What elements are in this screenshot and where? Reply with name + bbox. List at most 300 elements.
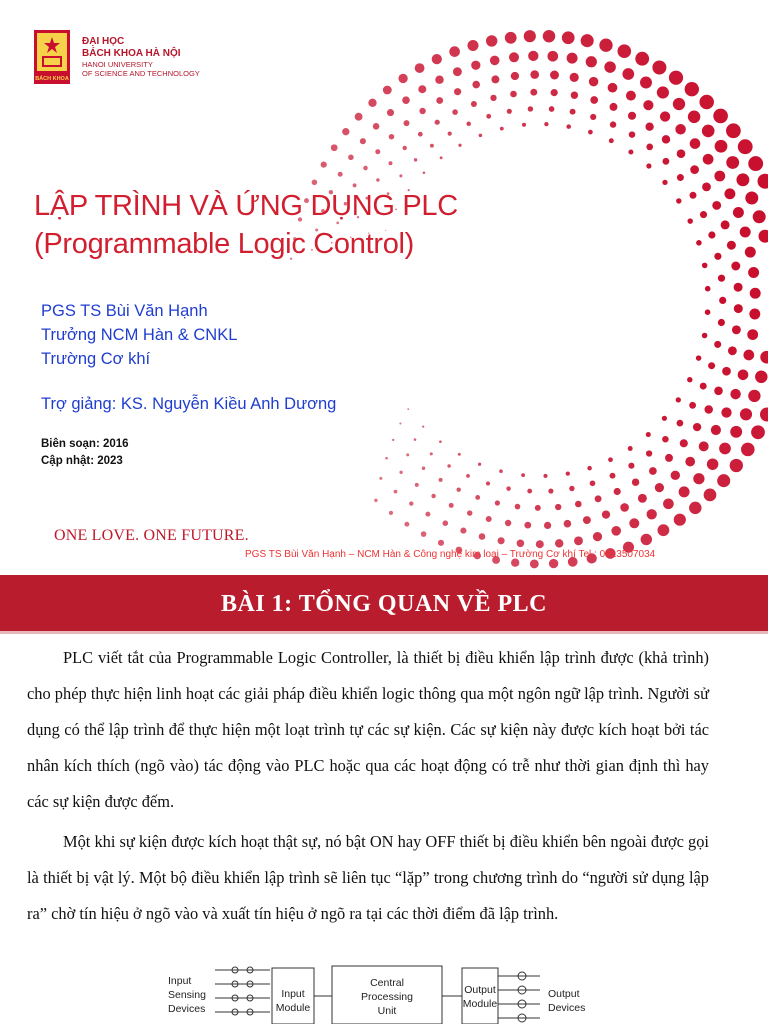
decorative-dot (342, 128, 349, 135)
decorative-dot (458, 453, 461, 456)
decorative-dot (655, 483, 664, 492)
decorative-dot (478, 463, 481, 466)
input-devices-label-2: Sensing (168, 989, 206, 1001)
decorative-dot (590, 96, 598, 104)
decorative-dot (736, 173, 749, 186)
decorative-dot (453, 67, 462, 76)
decorative-dot (689, 402, 696, 409)
decorative-dot (717, 474, 730, 487)
compiled-year: Biên soạn: 2016 (41, 438, 129, 450)
decorative-dot (635, 52, 649, 66)
decorative-dot (748, 390, 760, 402)
decorative-dot (685, 82, 699, 96)
university-logo-icon (34, 30, 70, 84)
decorative-dot (509, 52, 519, 62)
decorative-dot (626, 91, 636, 101)
decorative-dot (628, 446, 633, 451)
decorative-dot (407, 408, 409, 410)
decorative-dot (511, 72, 519, 80)
course-subtitle: (Programmable Logic Control) (34, 228, 415, 260)
decorative-dot (748, 156, 763, 171)
decorative-dot (608, 83, 618, 93)
decorative-dot (689, 502, 701, 514)
decorative-dot (629, 518, 639, 528)
decorative-dot (719, 297, 726, 304)
decorative-dot (646, 163, 651, 168)
decorative-dot (652, 61, 666, 75)
decorative-dot (748, 267, 759, 278)
decorative-dot (472, 81, 480, 89)
decorative-dot (676, 198, 681, 203)
decorative-dot (443, 520, 449, 526)
decorative-dot (479, 134, 483, 138)
decorative-dot (690, 165, 699, 174)
decorative-dot (375, 149, 380, 154)
lesson-banner (0, 575, 768, 634)
decorative-dot (745, 247, 756, 258)
decorative-dot (569, 486, 574, 491)
decorative-dot (448, 132, 452, 136)
decorative-dot (505, 32, 517, 44)
decorative-dot (740, 227, 751, 238)
author-role: Trưởng NCM Hàn & CNKL (41, 326, 238, 344)
decorative-dot (422, 426, 424, 428)
decorative-dot (490, 95, 496, 101)
decorative-dot (423, 172, 426, 175)
decorative-dot (385, 457, 388, 460)
decorative-dot (680, 439, 688, 447)
decorative-dot (602, 510, 610, 518)
decorative-dot (368, 99, 376, 107)
decorative-dot (726, 123, 741, 138)
decorative-dot (718, 275, 725, 282)
decorative-dot (662, 436, 669, 443)
decorative-dot (645, 123, 653, 131)
decorative-dot (521, 473, 525, 477)
decorative-dot (702, 333, 708, 339)
decorative-dot (688, 111, 700, 123)
decorative-dot (435, 75, 443, 83)
decorative-dot (734, 283, 743, 292)
decorative-dot (528, 106, 533, 111)
decorative-dot (610, 473, 616, 479)
decorative-dot (721, 220, 730, 229)
decorative-dot (530, 89, 537, 96)
decorative-dot (685, 457, 695, 467)
decorative-dot (548, 489, 553, 494)
decorative-dot (726, 156, 739, 169)
decorative-dot (549, 106, 555, 112)
decorative-dot (415, 63, 425, 73)
decorative-dot (414, 158, 417, 161)
decorative-dot (662, 158, 669, 165)
decorative-dot (700, 211, 707, 218)
decorative-dot (399, 174, 402, 177)
decorative-dot (590, 480, 596, 486)
decorative-dot (530, 559, 539, 568)
decorative-dot (643, 100, 653, 110)
decorative-dot (536, 540, 544, 548)
decorative-dot (732, 325, 741, 334)
output-device-icons (498, 972, 540, 1022)
decorative-dot (490, 56, 500, 66)
decorative-dot (355, 113, 363, 121)
decorative-dot (593, 532, 602, 541)
decorative-dot (669, 71, 683, 85)
decorative-dot (376, 178, 379, 181)
decorative-dot (562, 31, 575, 44)
decorative-dot (404, 120, 410, 126)
decorative-dot (404, 522, 409, 527)
decorative-dot (641, 534, 652, 545)
decorative-dot (466, 122, 471, 127)
decorative-dot (700, 383, 707, 390)
decorative-dot (730, 459, 743, 472)
decorative-dot (715, 140, 728, 153)
decorative-dot (662, 135, 670, 143)
author-name: PGS TS Bùi Văn Hạnh (41, 302, 208, 320)
decorative-dot (363, 166, 367, 170)
decorative-dot (547, 51, 558, 62)
decorative-dot (535, 505, 541, 511)
decorative-dot (460, 528, 466, 534)
decorative-dot (566, 124, 571, 129)
decorative-dot (564, 520, 572, 528)
decorative-dot (730, 389, 740, 399)
decorative-dot (449, 503, 454, 508)
decorative-dot (498, 537, 505, 544)
decorative-dot (665, 454, 673, 462)
decorative-dot (507, 109, 512, 114)
decorative-dot (604, 61, 616, 73)
decorative-dot (495, 500, 500, 505)
decorative-dot (714, 341, 721, 348)
decorative-dot (431, 494, 435, 498)
slogan: ONE LOVE. ONE FUTURE. (54, 527, 249, 544)
input-switch-icons (215, 967, 270, 1015)
decorative-dot (588, 130, 593, 135)
university-name (82, 36, 200, 78)
decorative-dot (708, 231, 715, 238)
decorative-dot (622, 68, 634, 80)
decorative-dot (452, 109, 458, 115)
decorative-dot (734, 304, 743, 313)
decorative-dot (751, 425, 765, 439)
decorative-dot (646, 432, 651, 437)
decorative-dot (677, 174, 684, 181)
decorative-dot (471, 61, 480, 70)
decorative-dot (430, 144, 434, 148)
decorative-dot (638, 494, 647, 503)
decorative-dot (610, 121, 616, 127)
decorative-dot (524, 30, 536, 42)
decorative-dot (475, 495, 480, 500)
decorative-dot (471, 101, 477, 107)
decorative-dot (425, 512, 430, 517)
decorative-dot (499, 469, 503, 473)
decorative-dot (486, 35, 497, 46)
decorative-dot (550, 71, 559, 80)
decorative-dot (674, 514, 686, 526)
decorative-dot (398, 74, 407, 83)
decorative-dot (432, 54, 442, 64)
decorative-dot (609, 138, 614, 143)
decorative-dot (632, 478, 639, 485)
decorative-dot (570, 73, 579, 82)
decorative-dot (440, 156, 443, 159)
decorative-dot (338, 172, 343, 177)
input-module-label-1: Input (281, 988, 305, 1000)
decorative-dot (712, 201, 721, 210)
decorative-dot (403, 146, 407, 150)
decorative-dot (657, 86, 669, 98)
input-devices-label-1: Input (168, 975, 192, 987)
slide-footer: PGS TS Bùi Văn Hạnh – NCM Hàn & Công nghệ kim loại – Trường Cơ khí Tel.: 0913507034 (245, 549, 656, 560)
decorative-dot (399, 422, 401, 424)
cpu-label-3: Unit (377, 1005, 397, 1017)
university-name-vn-line1: ĐẠI HỌC (82, 36, 125, 47)
decorative-dot (409, 501, 413, 505)
decorative-dot (590, 114, 596, 120)
decorative-dot (703, 154, 714, 165)
decorative-dot (679, 486, 690, 497)
decorative-dot (500, 127, 504, 131)
university-name-vn-line2: BÁCH KHOA HÀ NỘI (82, 48, 181, 59)
decorative-dot (731, 262, 740, 271)
decorative-dot (373, 123, 380, 130)
decorative-dot (758, 174, 768, 189)
decorative-dot (646, 450, 652, 456)
decorative-dot (693, 423, 701, 431)
decorative-dot (745, 192, 758, 205)
lesson-body (27, 640, 709, 932)
decorative-dot (447, 464, 450, 467)
decorative-dot (394, 490, 398, 494)
decorative-dot (741, 443, 755, 457)
decorative-dot (760, 351, 768, 364)
decorative-dot (571, 91, 578, 98)
decorative-dot (510, 91, 517, 98)
decorative-dot (714, 386, 723, 395)
decorative-dot (690, 138, 701, 149)
decorative-dot (418, 132, 423, 137)
decorative-dot (673, 98, 685, 110)
decorative-dot (749, 309, 760, 320)
author-school: Trường Cơ khí (41, 350, 151, 368)
decorative-dot (486, 481, 490, 485)
decorative-dot (599, 39, 612, 52)
decorative-dot (760, 408, 768, 422)
decorative-dot (555, 539, 563, 547)
decorative-dot (714, 171, 725, 182)
decorative-dot (570, 109, 576, 115)
decorative-dot (399, 471, 402, 474)
decorative-dot (738, 369, 749, 380)
decorative-dot (422, 467, 425, 470)
university-name-en-line2: OF SCIENCE AND TECHNOLOGY (82, 69, 200, 78)
decorative-dot (527, 489, 532, 494)
decorative-dot (724, 188, 735, 199)
decorative-dot (486, 114, 491, 119)
decorative-dot (379, 477, 382, 480)
updated-year: Cập nhật: 2023 (41, 455, 123, 467)
decorative-dot (457, 488, 461, 492)
decorative-dot (713, 109, 728, 124)
decorative-dot (628, 463, 634, 469)
decorative-dot (675, 124, 685, 134)
course-title: LẬP TRÌNH VÀ ỨNG DỤNG PLC (34, 190, 458, 222)
decorative-dot (524, 522, 531, 529)
lesson-title: BÀI 1: TỔNG QUAN VỀ PLC (221, 591, 547, 617)
decorative-dot (711, 425, 721, 435)
decorative-dot (466, 474, 470, 478)
decorative-dot (718, 319, 725, 326)
decorative-dot (449, 46, 460, 57)
decorative-dot (620, 503, 629, 512)
decorative-dot (555, 504, 561, 510)
cpu-label-2: Processing (361, 991, 413, 1003)
decorative-dot (491, 75, 499, 83)
input-devices-label-3: Devices (168, 1003, 206, 1015)
decorative-dot (702, 263, 708, 269)
decorative-dot (707, 458, 719, 470)
decorative-dot (705, 309, 711, 315)
decorative-dot (415, 483, 419, 487)
decorative-dot (566, 471, 570, 475)
decorative-dot (728, 346, 737, 355)
decorative-dot (662, 416, 667, 421)
decorative-dot (436, 97, 443, 104)
decorative-dot (693, 473, 704, 484)
decorative-dot (387, 109, 394, 116)
decorative-dot (699, 95, 714, 110)
decorative-dot (704, 405, 712, 413)
decorative-dot (353, 183, 357, 187)
decorative-dot (740, 408, 752, 420)
decorative-dot (705, 286, 711, 292)
decorative-dot (628, 112, 636, 120)
decorative-dot (647, 509, 657, 519)
decorative-dot (730, 426, 742, 438)
decorative-dot (551, 89, 558, 96)
decorative-dot (608, 457, 613, 462)
decorative-dot (389, 511, 393, 515)
decorative-dot (439, 440, 442, 443)
decorative-dot (702, 125, 715, 138)
decorative-dot (505, 520, 511, 526)
decorative-dot (544, 522, 551, 529)
decorative-dot (640, 77, 652, 89)
decorative-dot (331, 144, 338, 151)
decorative-dot (549, 559, 558, 568)
decorative-dot (392, 439, 394, 441)
decorative-dot (611, 526, 621, 536)
decorative-dot (649, 467, 657, 475)
decorative-dot (421, 531, 427, 537)
decorative-dot (522, 123, 526, 127)
decorative-dot (614, 488, 621, 495)
university-name-en-line1: HANOI UNIVERSITY (82, 60, 153, 69)
output-module-label-2: Module (462, 998, 498, 1010)
decorative-dot (458, 144, 461, 147)
decorative-dot (321, 162, 327, 168)
decorative-dot (721, 407, 731, 417)
decorative-dot (696, 240, 702, 246)
cpu-label-1: Central (370, 977, 404, 989)
decorative-dot (660, 111, 670, 121)
decorative-dot (486, 516, 492, 522)
decorative-dot (567, 53, 578, 64)
decorative-dot (543, 474, 547, 478)
decorative-dot (360, 138, 366, 144)
decorative-dot (663, 498, 674, 509)
logo-text: BÁCH KHOA (35, 76, 69, 82)
decorative-dot (438, 540, 444, 546)
output-module-box (462, 968, 498, 1024)
decorative-dot (389, 134, 395, 140)
decorative-dot (699, 441, 709, 451)
decorative-dot (467, 40, 478, 51)
decorative-dot (454, 88, 461, 95)
decorative-dot (753, 210, 766, 223)
decorative-dot (629, 131, 636, 138)
output-devices-label-1: Output (548, 988, 580, 1000)
decorative-dot (587, 466, 592, 471)
decorative-dot (595, 495, 602, 502)
decorative-dot (439, 478, 443, 482)
decorative-dot (676, 397, 681, 402)
decorative-dot (389, 161, 393, 165)
decorative-dot (747, 329, 758, 340)
decorative-dot (677, 149, 686, 158)
decorative-dot (581, 34, 594, 47)
decorative-dot (530, 70, 539, 79)
decorative-dot (506, 486, 511, 491)
decorative-dot (312, 180, 318, 186)
decorative-dot (689, 192, 696, 199)
decorative-dot (610, 103, 618, 111)
decorative-dot (583, 516, 591, 524)
decorative-dot (517, 540, 525, 548)
decorative-dot (418, 85, 426, 93)
decorative-dot (479, 533, 486, 540)
decorative-dot (733, 207, 744, 218)
decorative-dot (702, 182, 711, 191)
decorative-dot (658, 524, 670, 536)
paragraph-2: Một khi sự kiện được kích hoạt thật sự, nó bật ON hay OFF thiết bị điều khiển bên ngoài được gọi là thiết bị vật lý. Một bộ điều khiển lập trình sẽ liên tục “lặp” trong chương trình do “người sử dụng lập ra” chờ tín hiệu ở ngõ vào và xuất tín hiệu ở ngõ ra tại các thời điểm đã lập trình. (27, 832, 709, 923)
decorative-dot (406, 453, 409, 456)
decorative-dot (515, 504, 521, 510)
decorative-dot (714, 253, 721, 260)
input-module-label-2: Module (275, 1002, 311, 1014)
decorative-dot (544, 122, 548, 126)
decorative-dot (374, 499, 377, 502)
decorative-dot (755, 371, 767, 383)
output-devices-label-2: Devices (548, 1002, 586, 1014)
decorative-dot (589, 77, 598, 86)
decorative-dot (696, 355, 702, 361)
decorative-dot (750, 288, 761, 299)
decorative-dot (528, 51, 538, 61)
decorative-dot (759, 230, 768, 243)
decorative-dot (646, 144, 653, 151)
decorative-dot (719, 443, 731, 455)
decorative-dot (738, 139, 753, 154)
decorative-dot (671, 471, 680, 480)
decorative-dot (430, 452, 433, 455)
decorative-dot (704, 489, 717, 502)
decorative-dot (727, 241, 736, 250)
